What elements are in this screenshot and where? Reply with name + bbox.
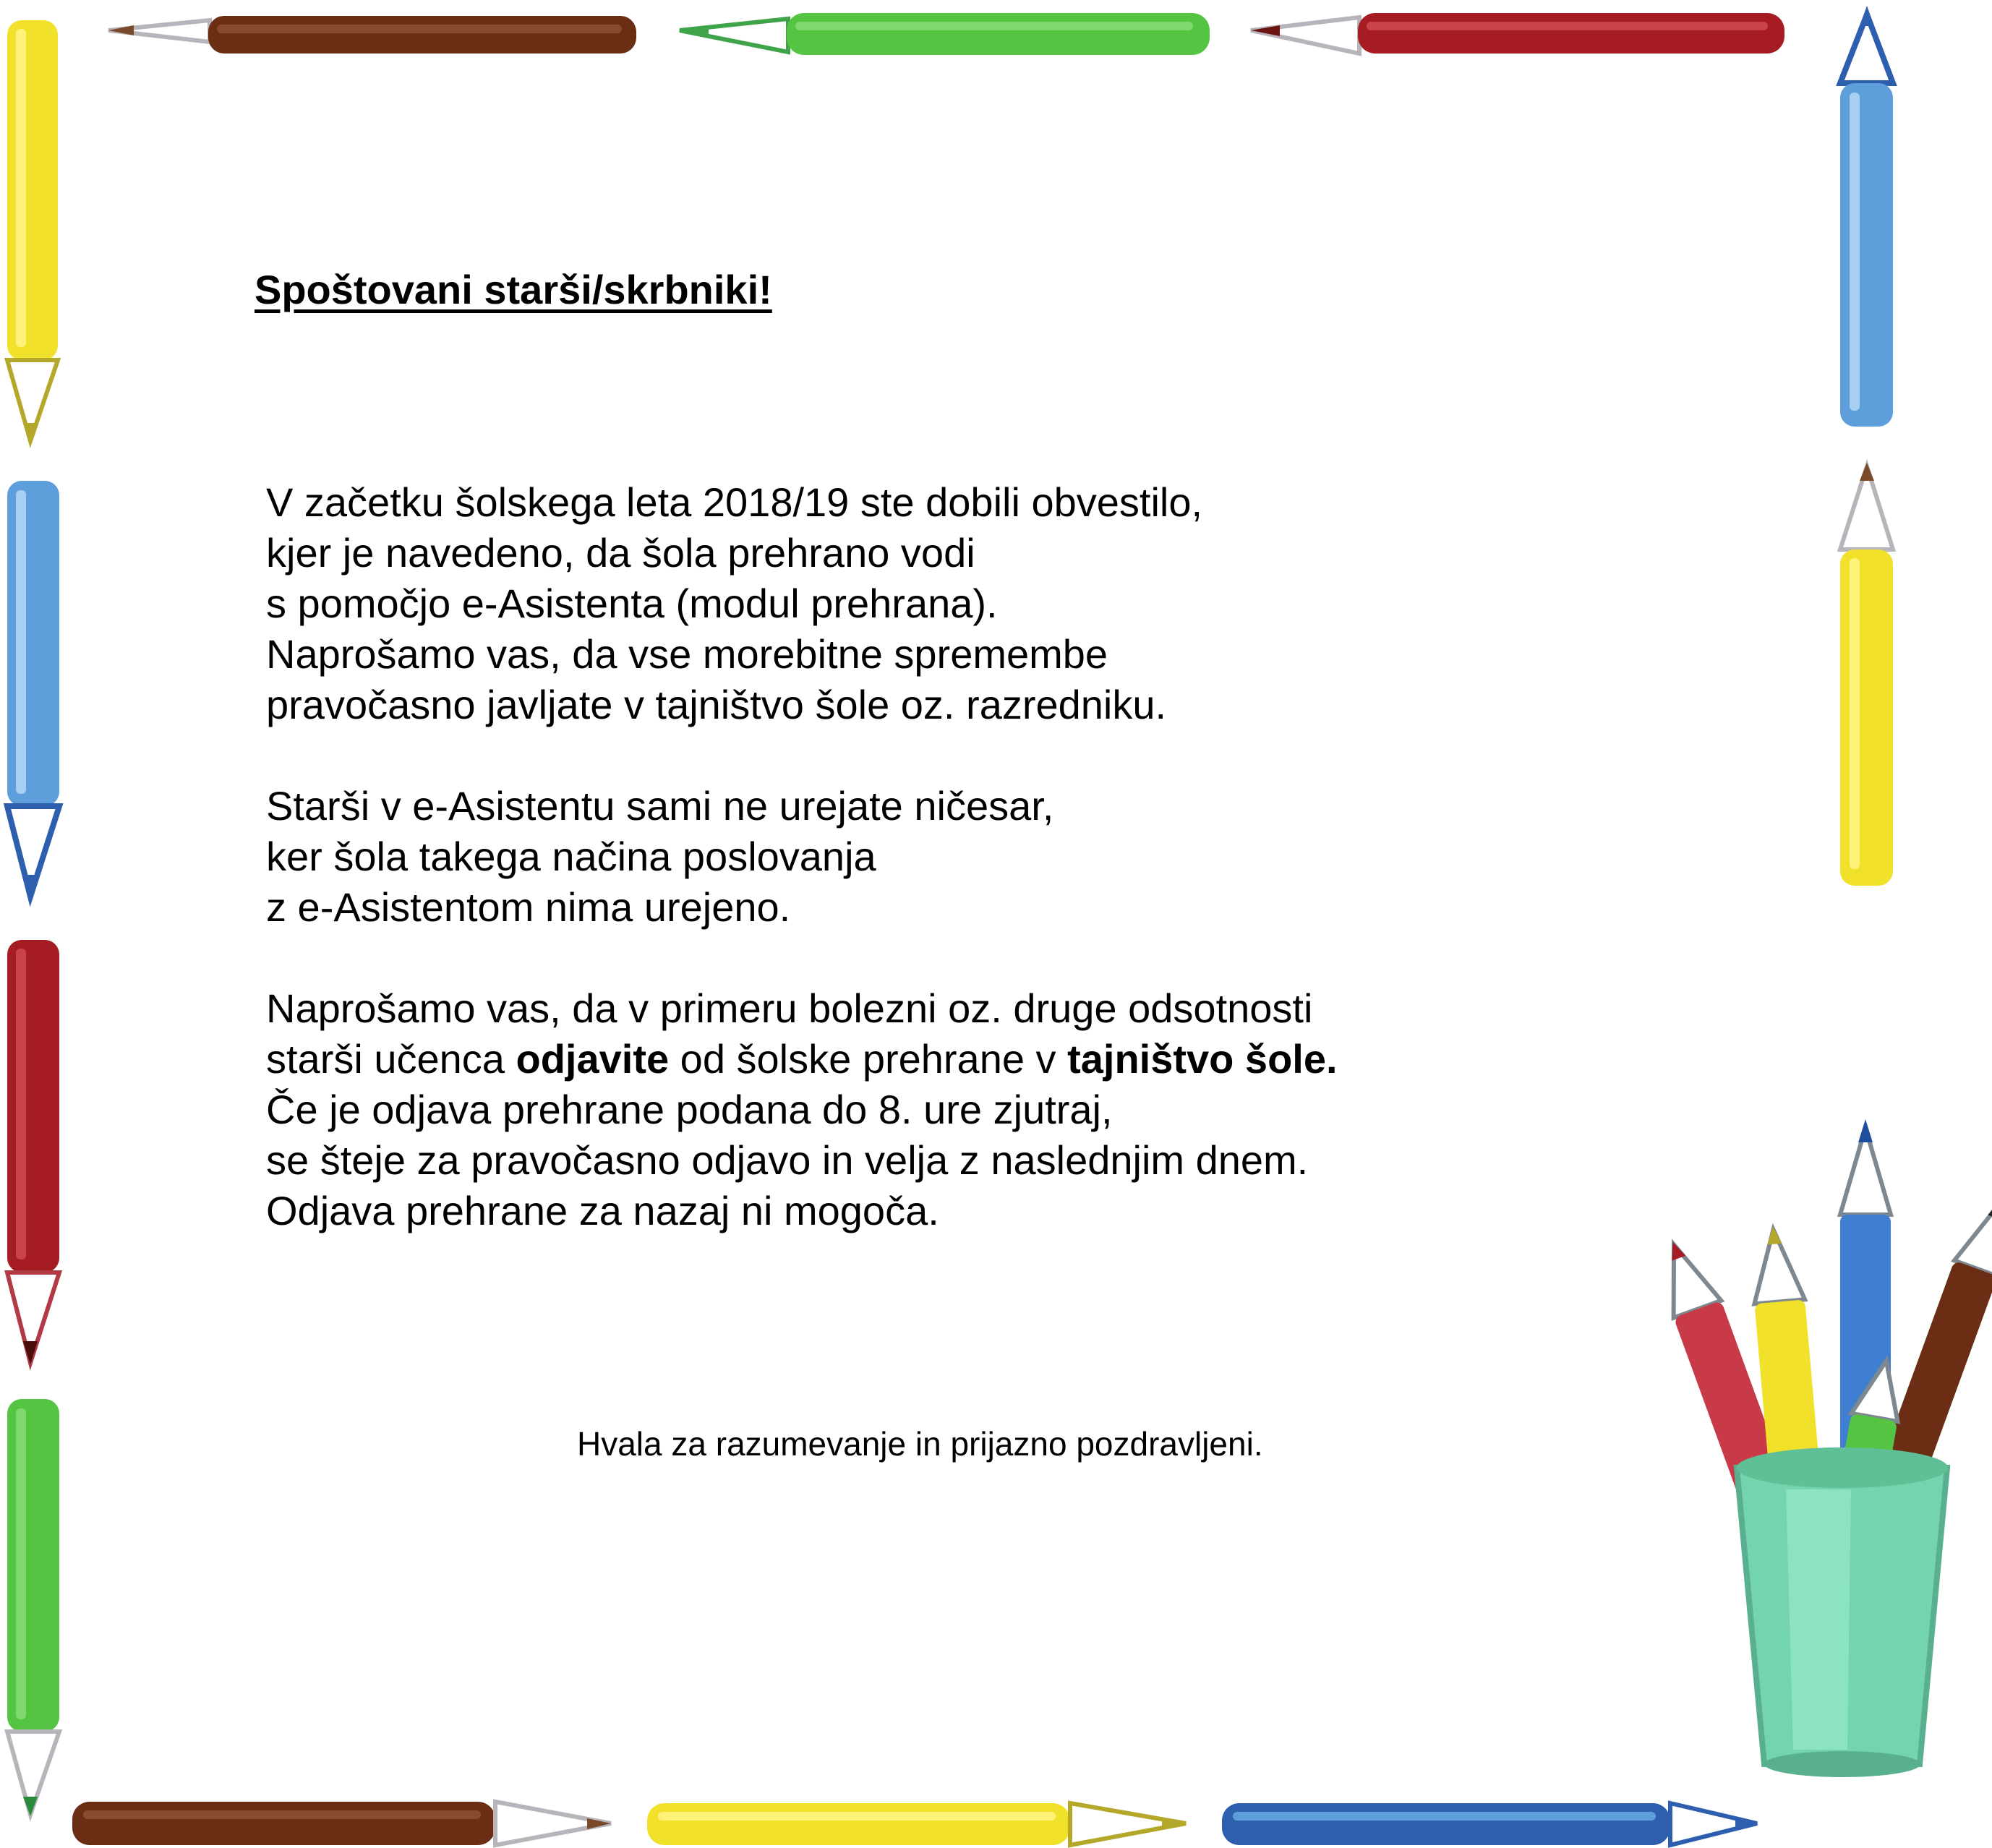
text-line: Odjava prehrane za nazaj ni mogoča. [266,1188,939,1233]
paragraph-meal-records [266,477,1202,730]
emphasis-school-office: tajništvo šole. [1067,1036,1338,1082]
text-line: Naprošamo vas, da v primeru bolezni oz. druge odsotnosti [266,985,1313,1031]
greeting-heading: Spoštovani starši/skrbniki! [255,267,772,312]
text-line: kjer je navedeno, da šola prehrano vodi [266,530,975,576]
text-line: V začetku šolskega leta 2018/19 ste dobili obvestilo, [266,479,1203,525]
text-line-with-emphasis [266,1034,1338,1085]
text-line: ker šola takega načina poslovanja [266,834,876,879]
text-line: se šteje za pravočasno odjavo in velja z naslednjim dnem. [266,1137,1309,1183]
text-line: z e-Asistentom nima urejeno. [266,884,791,930]
closing-line: Hvala za razumevanje in prijazno pozdravljeni. [577,1425,1263,1463]
text-line: s pomočjo e-Asistenta (modul prehrana). [266,581,998,626]
paragraph-easistent-info [266,781,1053,933]
paragraph-meal-cancellation [266,983,1338,1236]
text-line: Naprošamo vas, da vse morebitne spremembe [266,631,1108,677]
text-segment: starši učenca [266,1036,516,1082]
text-line: Če je odjava prehrane podana do 8. ure zjutraj, [266,1087,1113,1132]
text-segment: od šolske prehrane v [669,1036,1068,1082]
text-line: Starši v e-Asistentu sami ne urejate ničesar, [266,783,1054,829]
emphasis-unsubscribe: odjavite [516,1036,670,1082]
text-line: pravočasno javljate v tajništvo šole oz. razredniku. [266,682,1167,727]
